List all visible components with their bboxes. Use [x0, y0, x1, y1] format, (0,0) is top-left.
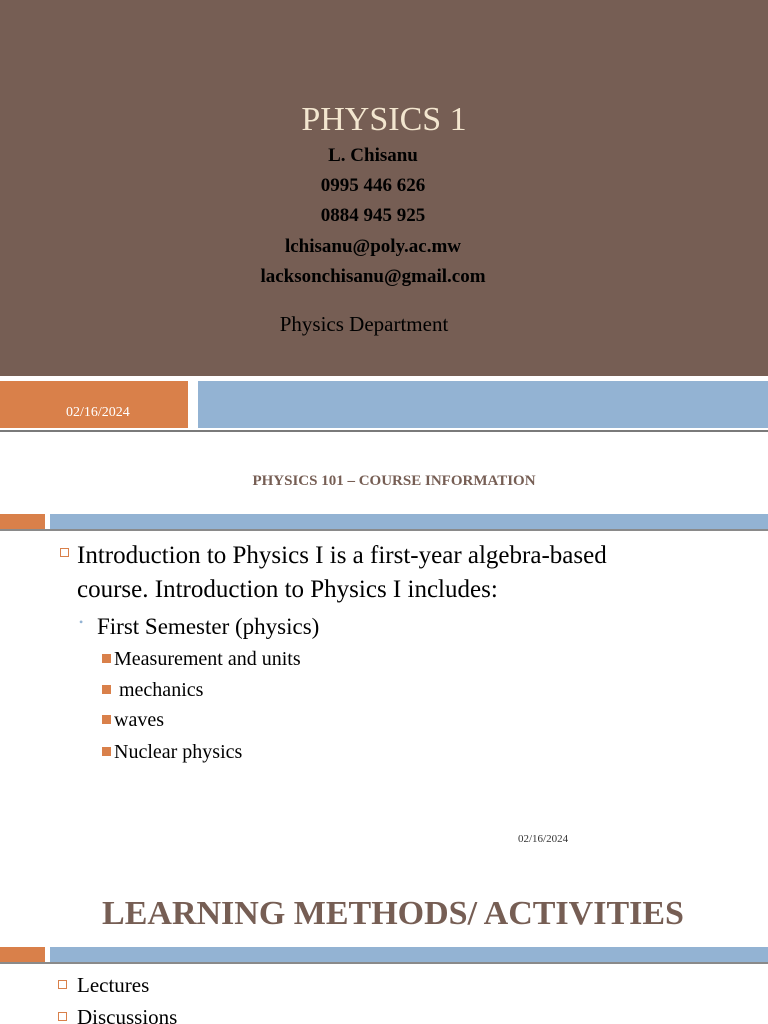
accent-bar-shadow	[0, 962, 768, 964]
learning-methods-slide	[0, 864, 768, 1024]
dot-bullet-icon: •	[79, 615, 84, 629]
semester-label: First Semester (physics)	[97, 614, 320, 639]
intro-text-line-1: Introduction to Physics I is a first-year algebra-based	[77, 542, 607, 569]
topic-item: mechanics	[114, 679, 204, 701]
topic-item: waves	[114, 709, 164, 731]
slide-title: LEARNING METHODS/ ACTIVITIES	[102, 895, 684, 932]
topic-item: Nuclear physics	[114, 741, 243, 763]
accent-bar-blue	[50, 947, 768, 962]
hollow-square-bullet-icon	[58, 1012, 67, 1021]
accent-bar-blue	[50, 514, 768, 529]
presenter-name: L. Chisanu	[328, 145, 418, 166]
accent-bar-orange	[0, 947, 45, 962]
accent-bar-shadow	[0, 529, 768, 531]
slide-title: PHYSICS 101 – COURSE INFORMATION	[252, 473, 536, 489]
department-label: Physics Department	[279, 312, 449, 336]
slide-title: PHYSICS 1	[301, 101, 467, 138]
phone-number-1: 0995 446 626	[320, 175, 426, 196]
email-2: lacksonchisanu@gmail.com	[260, 266, 486, 287]
phone-number-2: 0884 945 925	[320, 205, 426, 226]
hollow-square-bullet-icon	[60, 548, 69, 557]
slide-date: 02/16/2024	[66, 405, 130, 420]
course-info-slide	[0, 432, 768, 864]
square-bullet-icon	[102, 747, 111, 756]
footer-accent-bar	[198, 381, 768, 428]
intro-text-line-2: course. Introduction to Physics I includes:	[77, 576, 498, 603]
hollow-square-bullet-icon	[58, 980, 67, 989]
square-bullet-icon	[102, 685, 111, 694]
accent-bar-orange	[0, 514, 45, 529]
title-slide	[0, 0, 768, 432]
topic-item: Measurement and units	[114, 648, 301, 670]
method-item: Lectures	[77, 973, 150, 997]
method-item: Discussions	[77, 1005, 178, 1024]
square-bullet-icon	[102, 715, 111, 724]
email-1: lchisanu@poly.ac.mw	[284, 236, 462, 257]
slide-date: 02/16/2024	[518, 833, 569, 845]
square-bullet-icon	[102, 654, 111, 663]
